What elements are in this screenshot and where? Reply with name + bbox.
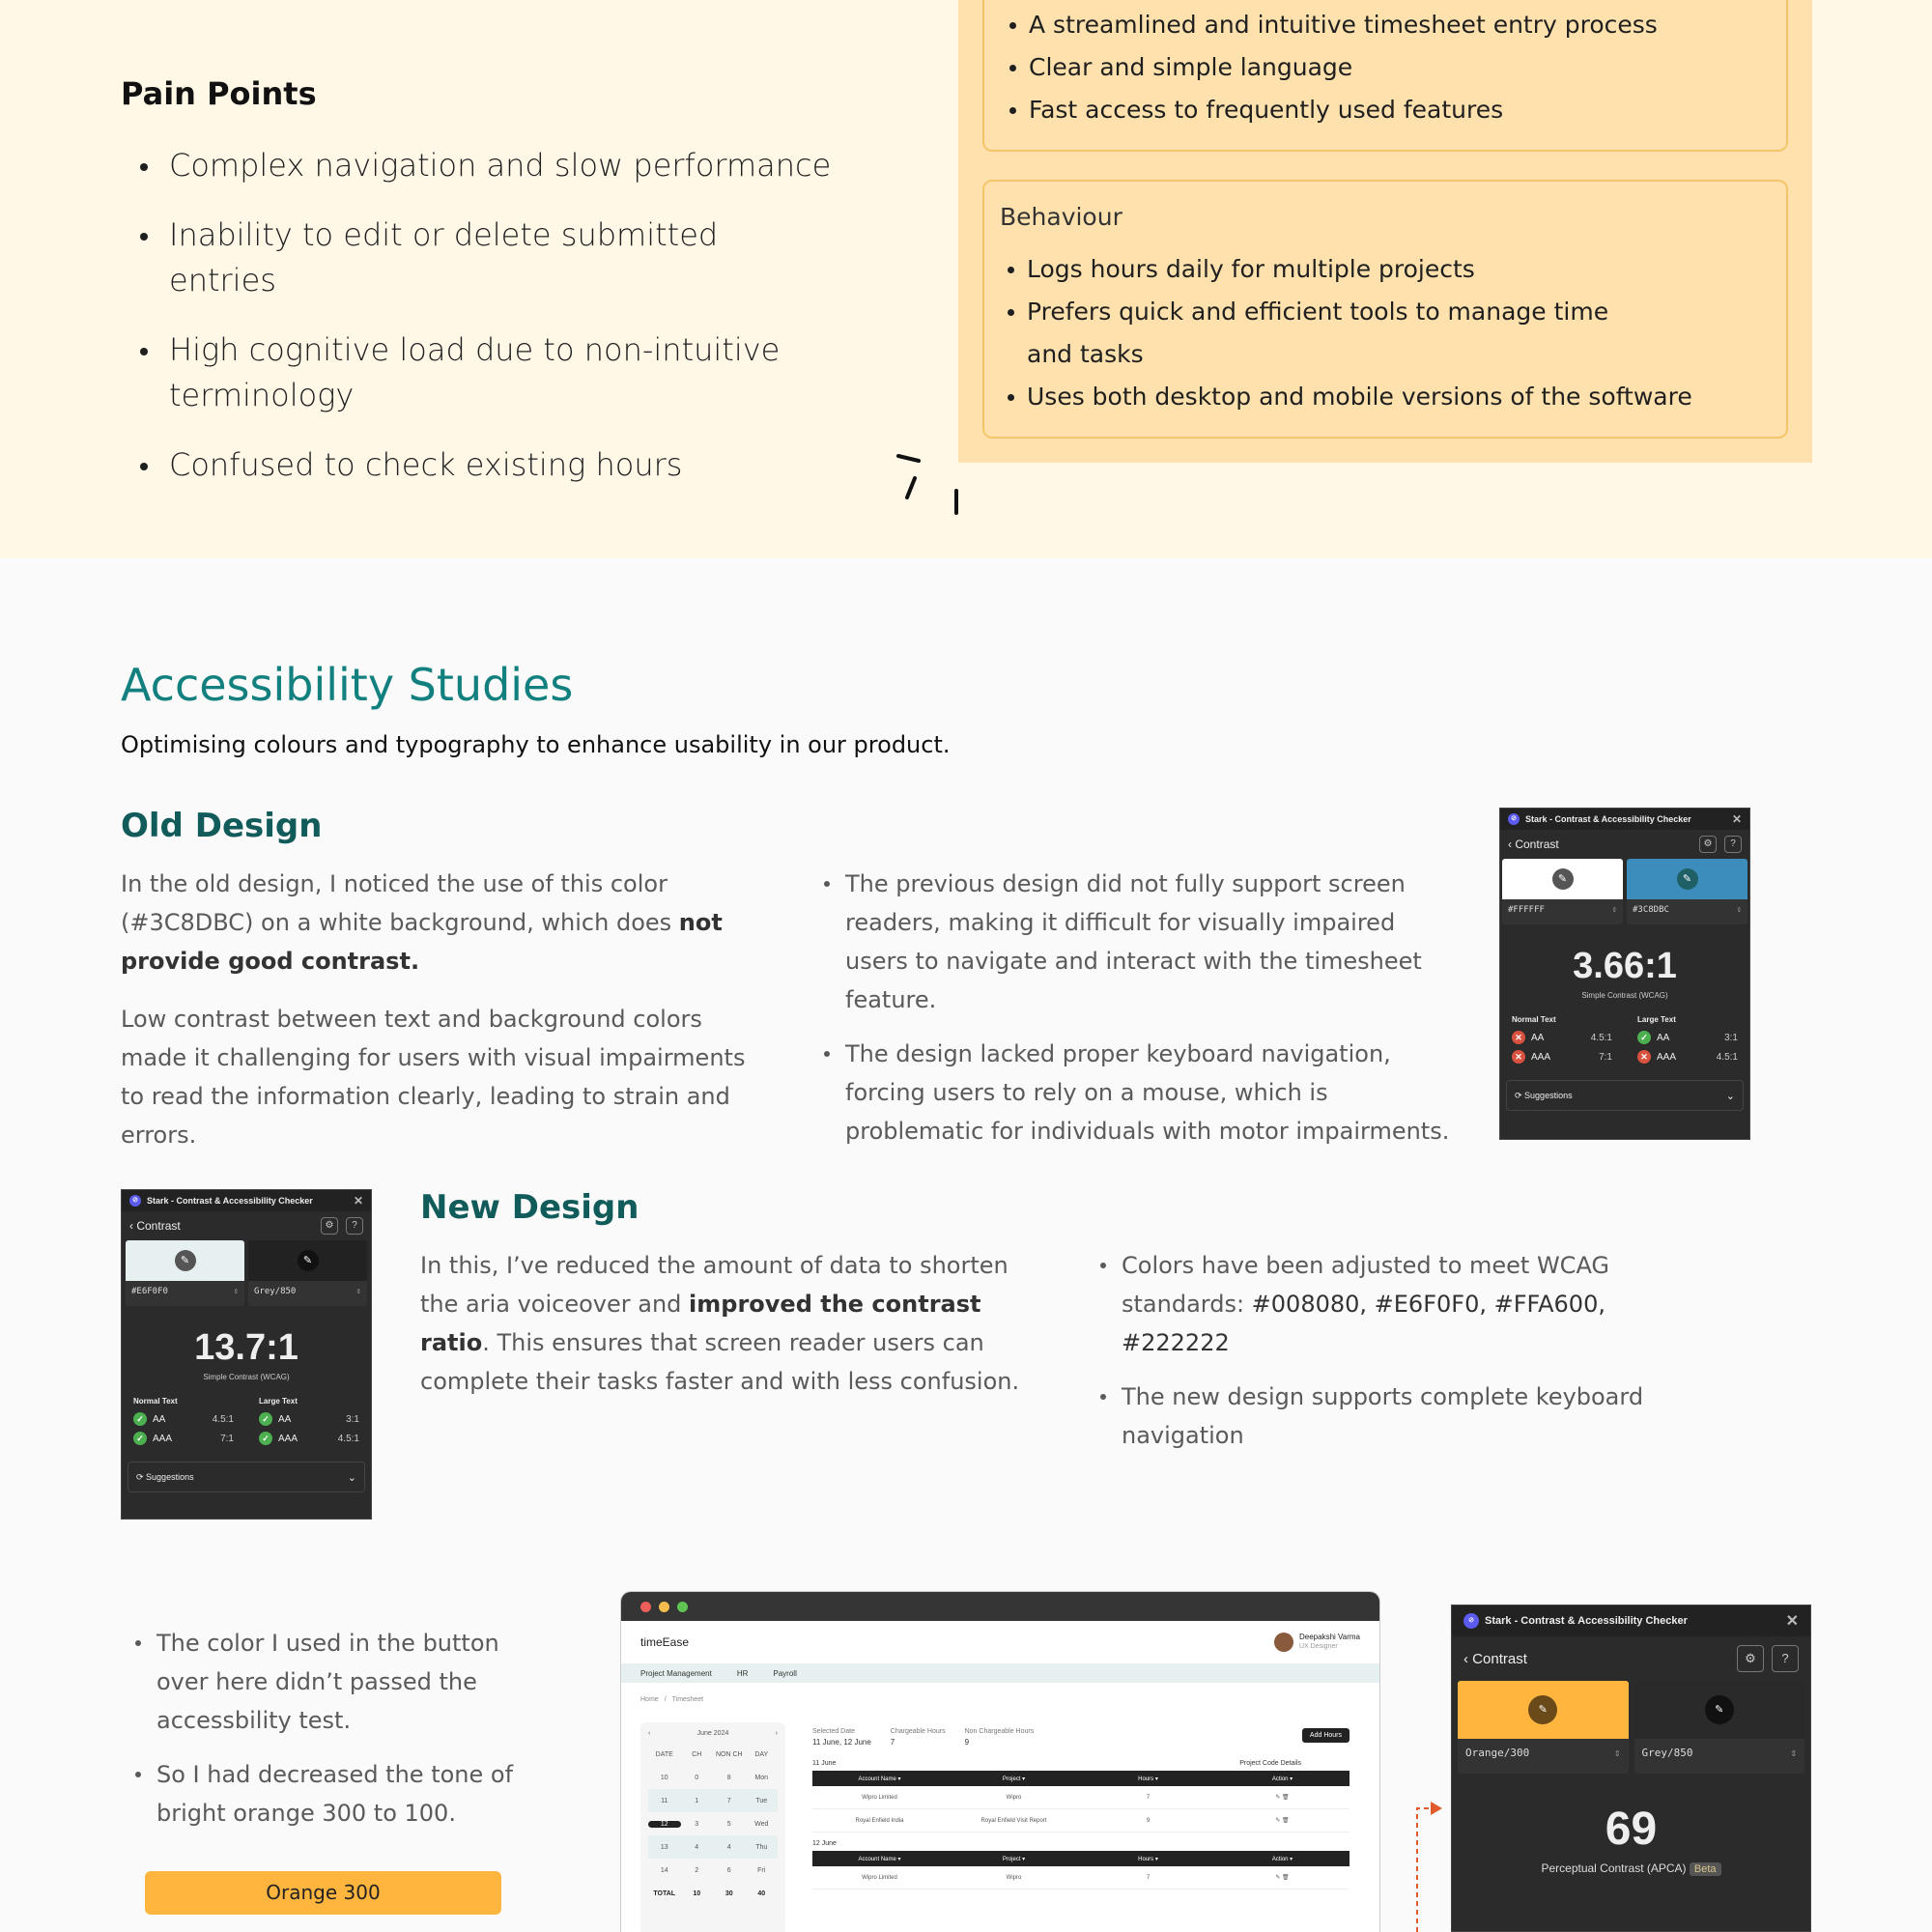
edit-icon[interactable]: ✎ [1275, 1818, 1283, 1824]
eyedropper-icon[interactable]: ✎ [1705, 1695, 1734, 1724]
list-item: Complex navigation and slow performance [138, 143, 834, 188]
calendar-cell: 6 [726, 1866, 731, 1874]
contrast-ratio-label: Simple Contrast (WCAG) [1581, 991, 1668, 1000]
beta-badge: Beta [1690, 1862, 1721, 1876]
table-cell: Wipro [1006, 1794, 1022, 1801]
chevron-left-icon[interactable]: ‹ [1463, 1650, 1473, 1667]
aa-label: AA [1657, 1032, 1670, 1043]
calendar-cell: Thu [755, 1843, 768, 1851]
non-chargeable-value: 9 [964, 1738, 970, 1747]
calendar-row[interactable] [648, 1882, 778, 1905]
stark-panel-new [121, 1189, 372, 1520]
contrast-ratio-label: Simple Contrast (WCAG) [203, 1373, 290, 1381]
selected-date-label: Selected Date [812, 1728, 855, 1735]
pass-icon: ✓ [133, 1412, 147, 1426]
settings-sliders-icon[interactable]: ⚙ [1737, 1645, 1764, 1672]
large-text-heading: Large Text [259, 1397, 298, 1406]
list-item: Clear and simple language [1002, 46, 1786, 89]
list-item: The design lacked proper keyboard navigation, forcing users to rely on a mouse, which is problematic for individuals with motor impairments. [822, 1035, 1450, 1151]
foreground-swatch[interactable] [126, 1240, 244, 1306]
stark-panel-apca [1451, 1605, 1811, 1932]
menu-item-hr[interactable]: HR [736, 1668, 749, 1678]
fail-icon: ✕ [1512, 1050, 1525, 1064]
foreground-swatch[interactable] [1502, 859, 1623, 924]
orange-300-button[interactable]: Orange 300 [145, 1871, 501, 1915]
large-text-heading: Large Text [1637, 1015, 1676, 1024]
delete-icon[interactable]: 🗑 [1282, 1875, 1290, 1881]
calendar-cell: 4 [726, 1843, 731, 1851]
table-cell: Royal Enfield Visit Report [980, 1817, 1047, 1824]
stark-header: Stark - Contrast & Accessibility Checker [1525, 814, 1691, 824]
group-date: 12 June [812, 1840, 837, 1847]
calendar-cell: Mon [754, 1774, 769, 1781]
suggestions-label: Suggestions [1524, 1091, 1573, 1100]
calendar-cell: 12 [648, 1821, 681, 1828]
accessibility-title: Accessibility Studies [121, 659, 574, 711]
list-item: Prefers quick and efficient tools to manage time and tasks [1000, 291, 1637, 376]
calendar-cell: 0 [695, 1774, 699, 1781]
aa-value: 4.5:1 [1590, 1032, 1612, 1043]
behaviour-box [982, 180, 1788, 439]
stepper-icon[interactable]: ⇕ [1611, 905, 1617, 915]
maximize-dot-icon[interactable] [677, 1602, 688, 1612]
table-cell: 9 [1146, 1817, 1151, 1824]
calendar-cell: 13 [660, 1843, 668, 1851]
aa-value: 4.5:1 [212, 1413, 234, 1425]
table-cell: Wipro Limited [862, 1874, 897, 1881]
aaa-label: AAA [1531, 1051, 1551, 1063]
help-icon[interactable]: ? [1724, 836, 1742, 853]
menu-item-project-management[interactable]: Project Management [640, 1668, 712, 1678]
table-cell: Wipro [1006, 1874, 1022, 1881]
table-row[interactable] [812, 1866, 1350, 1889]
calendar-cell: 11 [661, 1797, 668, 1804]
settings-sliders-icon[interactable]: ⚙ [1699, 836, 1717, 853]
old-design-bullets [822, 865, 1450, 1166]
calendar-row[interactable] [648, 1766, 778, 1789]
normal-text-heading: Normal Text [133, 1397, 178, 1406]
aa-label: AA [153, 1413, 166, 1425]
calendar-cell: Fri [757, 1866, 766, 1874]
background-swatch[interactable] [1627, 859, 1747, 924]
calendar-panel [640, 1722, 785, 1932]
group-date: 11 June [812, 1760, 837, 1767]
calendar-cell: CH [692, 1750, 702, 1758]
pass-icon: ✓ [133, 1432, 147, 1445]
background-swatch[interactable] [248, 1240, 367, 1306]
doodle-stroke-icon [952, 488, 961, 517]
chevron-down-icon: ⌄ [1725, 1090, 1735, 1102]
pass-icon: ✓ [259, 1412, 272, 1426]
behaviour-title: Behaviour [1000, 203, 1122, 231]
table-cell: Royal Enfield India [855, 1817, 904, 1824]
eyedropper-icon[interactable]: ✎ [1528, 1695, 1557, 1724]
connector-arrow-icon [1406, 1797, 1444, 1932]
avatar[interactable] [1274, 1633, 1293, 1652]
pass-icon: ✓ [259, 1432, 272, 1445]
calendar-year: 2024 [713, 1730, 729, 1737]
calendar-month: June [696, 1730, 712, 1737]
table-header [812, 1851, 1350, 1866]
calendar-cell: TOTAL [653, 1889, 676, 1897]
foreground-value: #E6F0F0 [131, 1287, 168, 1296]
aa-label: AA [278, 1413, 292, 1425]
calendar-cell: Tue [755, 1797, 768, 1804]
calendar-row[interactable] [648, 1859, 778, 1882]
breadcrumb-current: Timesheet [671, 1696, 704, 1703]
bulb-icon: ⟳ [1515, 1090, 1525, 1100]
list-item: Uses both desktop and mobile versions of the software [1000, 376, 1786, 418]
row-actions [1215, 1874, 1350, 1881]
normal-text-heading: Normal Text [1512, 1015, 1556, 1024]
apca-label-row [1452, 1861, 1810, 1875]
brand-logo[interactable]: timeEase [640, 1635, 690, 1649]
add-hours-button[interactable]: Add Hours [1302, 1728, 1350, 1743]
old-p1-text: In the old design, I noticed the use of this color (#3C8DBC) on a white background, which does [121, 870, 679, 936]
calendar-row[interactable] [648, 1789, 778, 1812]
apca-value: 69 [1605, 1804, 1658, 1855]
old-design-text [121, 865, 768, 1154]
edit-icon[interactable]: ✎ [1275, 1795, 1283, 1801]
background-color [1634, 1681, 1805, 1739]
list-item: The color I used in the button over here didn’t passed the accessbility test. [133, 1624, 520, 1740]
eyedropper-icon[interactable]: ✎ [1677, 868, 1698, 890]
contrast-ratio: 3.66:1 [1573, 946, 1677, 986]
calendar-header-row [648, 1743, 778, 1766]
calendar-grid [648, 1743, 778, 1905]
chargeable-value: 7 [890, 1738, 895, 1747]
column-header[interactable]: Hours ▾ [1138, 1856, 1158, 1862]
foreground-value: #FFFFFF [1508, 905, 1545, 915]
stepper-icon[interactable]: ⇕ [233, 1287, 239, 1296]
row-actions [1215, 1817, 1350, 1824]
background-color [1627, 859, 1747, 899]
user-name: Deepakshi Varma [1299, 1633, 1360, 1641]
new-design-bullets [1098, 1246, 1697, 1470]
delete-icon[interactable]: 🗑 [1282, 1795, 1290, 1801]
aaa-value: 7:1 [220, 1433, 234, 1444]
column-header[interactable]: Hours ▾ [1138, 1776, 1158, 1782]
table-row[interactable] [812, 1786, 1350, 1809]
main-menu [621, 1663, 1379, 1683]
calendar-row[interactable] [648, 1812, 778, 1835]
stark-nav-label: Contrast [1472, 1650, 1527, 1667]
column-header[interactable]: Project ▾ [1002, 1776, 1026, 1782]
button-study-bullets [133, 1624, 520, 1848]
foreground-color [126, 1240, 244, 1281]
background-value: Grey/850 [254, 1287, 297, 1296]
pain-points-list [138, 143, 834, 512]
eyedropper-icon[interactable]: ✎ [1552, 868, 1574, 890]
list-item: Inability to edit or delete submitted entries [138, 213, 834, 303]
breadcrumb-sep: / [664, 1696, 667, 1703]
accessibility-subtitle: Optimising colours and typography to enhance usability in our product. [121, 731, 951, 758]
calendar-cell: 1 [695, 1797, 699, 1804]
aaa-label: AAA [1657, 1051, 1677, 1063]
list-item: Confused to check existing hours [138, 442, 834, 488]
calendar-cell: 4 [695, 1843, 699, 1851]
stepper-icon[interactable]: ⇕ [1736, 905, 1742, 915]
new-p-bold: improved the contrast ratio [420, 1291, 981, 1356]
apca-label: Perceptual Contrast (APCA) [1541, 1861, 1687, 1875]
stark-logo-icon: ⊘ [1508, 813, 1520, 825]
calendar-cell: 2 [695, 1866, 699, 1874]
calendar-cell: 14 [660, 1866, 668, 1874]
eyedropper-icon[interactable]: ✎ [175, 1250, 196, 1271]
timesheet-summary [801, 1722, 1361, 1889]
stark-logo-icon: ⊘ [129, 1195, 141, 1207]
suggestions-toggle[interactable] [128, 1462, 365, 1492]
calendar-cell: 30 [724, 1889, 733, 1897]
calendar-cell: DATE [655, 1750, 673, 1758]
minimize-dot-icon[interactable] [659, 1602, 669, 1612]
list-item: The new design supports complete keyboard navigation [1098, 1378, 1697, 1455]
non-chargeable-label: Non Chargeable Hours [964, 1728, 1035, 1735]
column-header[interactable]: Project ▾ [1002, 1856, 1026, 1862]
selected-date-value: 11 June, 12 June [812, 1738, 871, 1747]
new-design-text [420, 1246, 1029, 1401]
bulb-icon: ⟳ [136, 1471, 147, 1482]
table-row[interactable] [812, 1809, 1350, 1833]
breadcrumb [621, 1683, 1379, 1717]
user-role: UX Designer [1299, 1643, 1338, 1650]
column-header[interactable]: Action ▾ [1271, 1776, 1293, 1782]
calendar-cell: 10 [660, 1774, 668, 1781]
list-item: The previous design did not fully support screen readers, making it difficult for visually impaired users to navigate and interact with the timesheet feature. [822, 865, 1450, 1019]
calendar-cell: 10 [693, 1889, 701, 1897]
list-item [1098, 1246, 1697, 1362]
background-swatch[interactable] [1634, 1681, 1805, 1774]
chargeable-label: Chargeable Hours [890, 1728, 946, 1735]
stark-header: Stark - Contrast & Accessibility Checker [1485, 1615, 1688, 1627]
project-code-details-link[interactable]: Project Code Details [1239, 1760, 1301, 1767]
calendar-cell: NON CH [715, 1750, 743, 1758]
list-item: A streamlined and intuitive timesheet entry process [1002, 4, 1786, 46]
calendar-cell: Wed [754, 1820, 769, 1828]
contrast-ratio: 13.7:1 [194, 1327, 298, 1368]
new-p-text: In this, I’ve reduced the amount of data to shorten the aria voiceover and [420, 1252, 1009, 1318]
chevron-left-icon[interactable]: ‹ [129, 1219, 137, 1233]
list-item: High cognitive load due to non-intuitive terminology [138, 327, 834, 418]
stark-nav-label: Contrast [1515, 838, 1559, 851]
app-header [621, 1621, 1379, 1663]
foreground-color [1502, 859, 1623, 899]
table-cell: Wipro Limited [862, 1794, 897, 1801]
fail-icon: ✕ [1637, 1050, 1651, 1064]
calendar-cell: 8 [726, 1774, 731, 1781]
stark-logo-icon: ⊘ [1463, 1613, 1479, 1629]
timesheet-table [812, 1771, 1350, 1833]
suggestions-toggle[interactable] [1506, 1080, 1744, 1111]
table-cell: 7 [1146, 1874, 1151, 1881]
aaa-label: AAA [278, 1433, 298, 1444]
timesheet-app-window [621, 1592, 1379, 1932]
calendar-row[interactable] [648, 1835, 778, 1859]
new-p-text-end: . This ensures that screen reader users can complete their tasks faster and with less confusion. [420, 1329, 1020, 1395]
aa-value: 3:1 [346, 1413, 359, 1425]
aaa-label: AAA [153, 1433, 173, 1444]
close-icon[interactable]: ✕ [1731, 812, 1742, 826]
stepper-icon[interactable]: ⇕ [1790, 1747, 1797, 1759]
aaa-value: 4.5:1 [337, 1433, 359, 1444]
stepper-icon[interactable]: ⇕ [1613, 1747, 1621, 1759]
breadcrumb-home[interactable]: Home [640, 1696, 659, 1703]
menu-item-payroll[interactable]: Payroll [773, 1668, 797, 1678]
old-p1-bold: not provide good contrast. [121, 909, 723, 975]
foreground-color [1458, 1681, 1629, 1739]
aa-label: AA [1531, 1032, 1545, 1043]
list-item: Fast access to frequently used features [1002, 89, 1786, 131]
column-header[interactable]: Account Name ▾ [858, 1776, 901, 1782]
close-icon[interactable]: ✕ [353, 1194, 363, 1208]
prev-month-icon[interactable]: ‹ [648, 1730, 651, 1737]
table-cell: 7 [1146, 1794, 1151, 1801]
pass-icon: ✓ [1637, 1031, 1651, 1044]
stark-nav-label: Contrast [136, 1219, 181, 1233]
old-design-title: Old Design [121, 807, 323, 845]
calendar-cell: DAY [754, 1750, 769, 1758]
chevron-down-icon: ⌄ [347, 1471, 356, 1484]
bullet-colors: #008080, #E6F0F0, #FFA600, #222222 [1122, 1291, 1605, 1356]
table-header [812, 1771, 1350, 1786]
calendar-cell: 3 [695, 1820, 699, 1828]
help-icon[interactable]: ? [346, 1217, 363, 1235]
background-value: Grey/850 [1641, 1747, 1693, 1759]
list-item: Logs hours daily for multiple projects [1000, 248, 1786, 291]
foreground-swatch[interactable] [1458, 1681, 1629, 1774]
calendar-cell: 7 [726, 1797, 731, 1804]
stark-panel-old [1499, 808, 1750, 1140]
window-titlebar [621, 1592, 1379, 1621]
aaa-value: 7:1 [1599, 1051, 1612, 1063]
new-design-title: New Design [420, 1188, 639, 1227]
close-icon[interactable]: ✕ [1785, 1613, 1799, 1630]
help-icon[interactable]: ? [1772, 1645, 1799, 1672]
row-actions [1215, 1794, 1350, 1801]
list-item: So I had decreased the tone of bright orange 300 to 100. [133, 1755, 520, 1833]
bullet-text: Colors have been adjusted to meet WCAG standards: [1122, 1252, 1610, 1318]
settings-sliders-icon[interactable]: ⚙ [321, 1217, 338, 1235]
background-value: #3C8DBC [1633, 905, 1669, 915]
old-p2-text: Low contrast between text and background colors made it challenging for users with visual impairments to read the information clearly, leading to strain and errors. [121, 1006, 746, 1149]
aaa-value: 4.5:1 [1716, 1051, 1738, 1063]
close-dot-icon[interactable] [640, 1602, 651, 1612]
fail-icon: ✕ [1512, 1031, 1525, 1044]
edit-icon[interactable]: ✎ [1275, 1875, 1283, 1881]
background-color [248, 1240, 367, 1281]
delete-icon[interactable]: 🗑 [1282, 1818, 1290, 1824]
chevron-left-icon[interactable]: ‹ [1508, 838, 1516, 851]
stark-header: Stark - Contrast & Accessibility Checker [147, 1196, 313, 1206]
calendar-cell: 5 [726, 1820, 731, 1828]
next-month-icon[interactable]: › [775, 1730, 778, 1737]
timesheet-table [812, 1851, 1350, 1889]
pain-points-title: Pain Points [121, 75, 317, 112]
stepper-icon[interactable]: ⇕ [355, 1287, 361, 1296]
calendar-cell: 40 [757, 1889, 766, 1897]
suggestions-label: Suggestions [146, 1472, 194, 1482]
needs-box [982, 0, 1788, 152]
aa-value: 3:1 [1724, 1032, 1738, 1043]
column-header[interactable]: Account Name ▾ [858, 1856, 901, 1862]
eyedropper-icon[interactable]: ✎ [298, 1250, 319, 1271]
column-header[interactable]: Action ▾ [1271, 1856, 1293, 1862]
foreground-value: Orange/300 [1465, 1747, 1530, 1759]
